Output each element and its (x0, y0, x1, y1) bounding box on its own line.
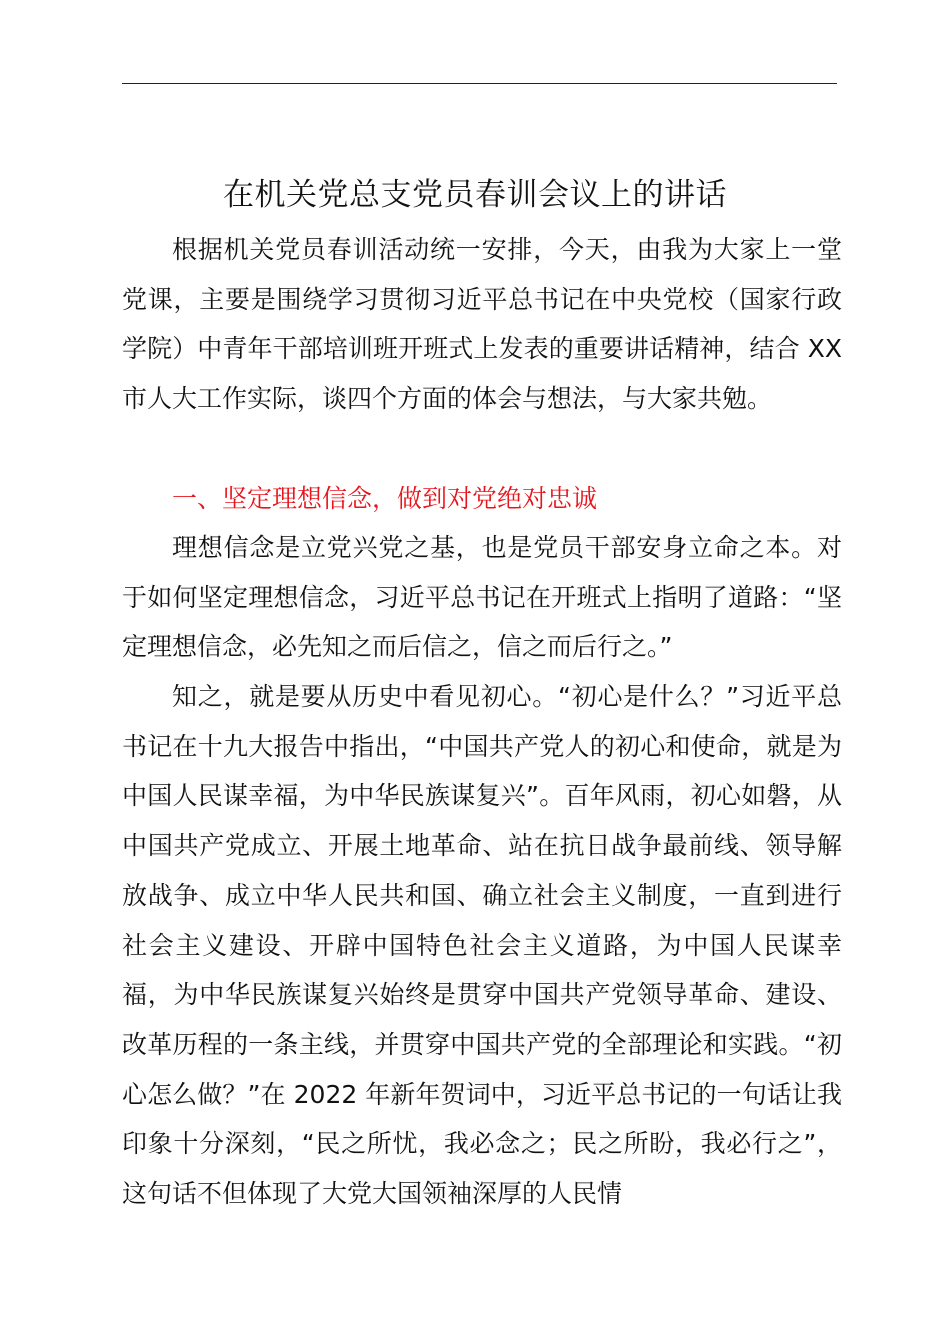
intro-paragraph: 根据机关党员春训活动统一安排，今天，由我为大家上一堂党课，主要是围绕学习贯彻习近平总书记在中央党校（国家行政学院）中青年干部培训班开班式上发表的重要讲话精神，结合 XX 市人大工作实际，谈四个方面的体会与想法，与大家共勉。 (122, 235, 842, 414)
paragraph-ideals: 理想信念是立党兴党之基，也是党员干部安身立命之本。对于如何坚定理想信念，习近平总书记在开班式上指明了道路：“坚定理想信念，必先知之而后信之，信之而后行之。” (122, 533, 842, 662)
paragraph-history: 知之，就是要从历史中看见初心。“初心是什么？”习近平总书记在十九大报告中指出，“中国共产党人的初心和使命，就是为中国人民谋幸福，为中华民族谋复兴”。百年风雨，初心如磐，从中国共产党成立、开展土地革命、站在抗日战争最前线、领导解放战争、成立中华人民共和国、确立社会主义制度，一直到进行社会主义建设、开辟中国特色社会主义道路，为中国人民谋幸福，为中华民族谋复兴始终是贯穿中国共产党领导革命、建设、改革历程的一条主线，并贯穿中国共产党的全部理论和实践。“初心怎么做？”在 2022 年新年贺词中，习近平总书记的一句话让我印象十分深刻，“民之所忧，我必念之；民之所盼，我必行之”，这句话不但体现了大党大国领袖深厚的人民情 (122, 682, 842, 1209)
section-heading-1: 一、坚定理想信念，做到对党绝对忠诚 (172, 484, 598, 513)
header-rule (122, 83, 837, 84)
page-title: 在机关党总支党员春训会议上的讲话 (223, 176, 727, 213)
